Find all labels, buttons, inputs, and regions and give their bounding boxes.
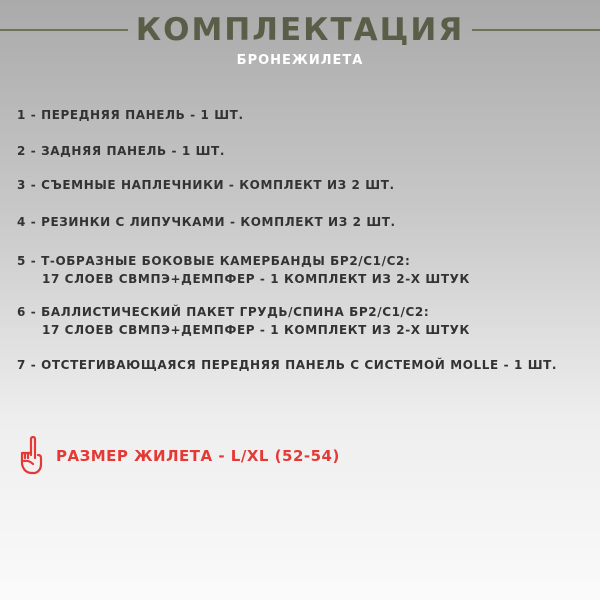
item-text: 5 - Т-ОБРАЗНЫЕ БОКОВЫЕ КАМЕРБАНДЫ БР2/С1/С2:	[17, 254, 411, 268]
list-item	[17, 106, 244, 124]
page-title: КОМПЛЕКТАЦИЯ	[135, 12, 465, 48]
divider-right	[472, 29, 600, 31]
divider-left	[0, 29, 128, 31]
item-text-line2: 17 СЛОЕВ СВМПЭ+ДЕМПФЕР - 1 КОМПЛЕКТ ИЗ 2-Х ШТУК	[42, 272, 470, 286]
item-text: 6 - БАЛЛИСТИЧЕСКИЙ ПАКЕТ ГРУДЬ/СПИНА БР2/С1/С2:	[17, 305, 430, 319]
item-text: 2 - ЗАДНЯЯ ПАНЕЛЬ - 1 ШТ.	[17, 144, 226, 158]
list-item	[17, 252, 470, 288]
item-text: 7 - ОТСТЕГИВАЮЩАЯСЯ ПЕРЕДНЯЯ ПАНЕЛЬ С СИСТЕМОЙ MOLLE - 1 ШТ.	[17, 358, 558, 372]
list-item	[17, 213, 396, 231]
list-item	[17, 356, 557, 374]
item-text: 1 - ПЕРЕДНЯЯ ПАНЕЛЬ - 1 ШТ.	[17, 108, 244, 122]
page-subtitle: БРОНЕЖИЛЕТА	[236, 53, 364, 68]
list-item	[17, 142, 225, 160]
item-text-line2: 17 СЛОЕВ СВМПЭ+ДЕМПФЕР - 1 КОМПЛЕКТ ИЗ 2-Х ШТУК	[42, 323, 470, 337]
header	[0, 10, 600, 50]
pointing-hand-icon	[18, 436, 44, 476]
list-item	[17, 176, 395, 194]
size-info	[18, 436, 340, 476]
item-text: 3 - СЪЕМНЫЕ НАПЛЕЧНИКИ - КОМПЛЕКТ ИЗ 2 ШТ.	[17, 178, 395, 192]
list-item	[17, 303, 470, 339]
item-text: 4 - РЕЗИНКИ С ЛИПУЧКАМИ - КОМПЛЕКТ ИЗ 2 ШТ.	[17, 215, 396, 229]
size-label: РАЗМЕР ЖИЛЕТА - L/XL (52-54)	[56, 447, 340, 465]
